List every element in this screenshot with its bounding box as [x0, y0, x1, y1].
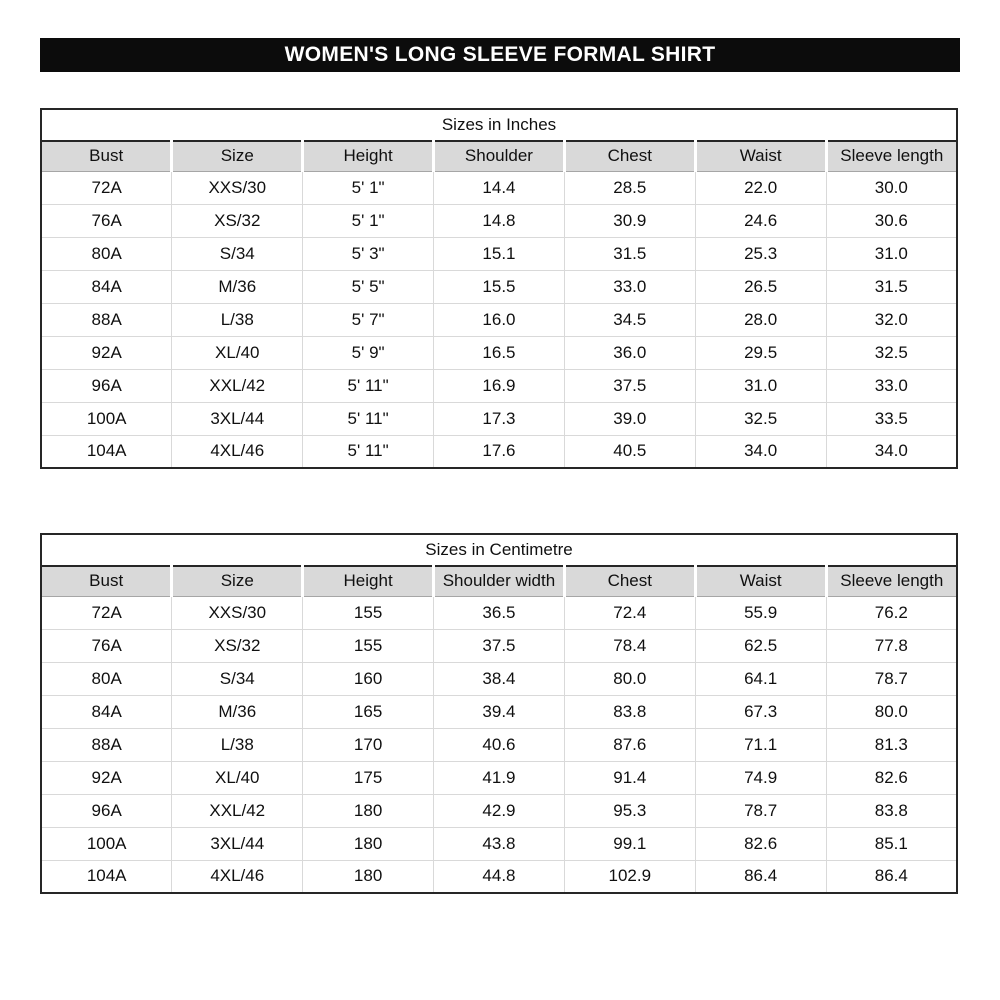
table-cell: 80.0	[826, 695, 957, 728]
table-cell: 92A	[41, 336, 172, 369]
column-header: Bust	[41, 566, 172, 596]
table-row	[41, 860, 957, 893]
table-cell: 160	[303, 662, 434, 695]
table-cell: 30.0	[826, 171, 957, 204]
table-cell: 155	[303, 596, 434, 629]
table-cell: 36.5	[434, 596, 565, 629]
table-cell: 32.5	[826, 336, 957, 369]
table-cell: 31.0	[695, 369, 826, 402]
table-cell: 180	[303, 827, 434, 860]
table-caption: Sizes in Centimetre	[41, 534, 957, 566]
column-header: Chest	[564, 566, 695, 596]
table-cell: 78.7	[695, 794, 826, 827]
table-cell: 31.5	[826, 270, 957, 303]
table-cell: 80.0	[564, 662, 695, 695]
table-cell: 34.0	[695, 435, 826, 468]
table-cell: 30.9	[564, 204, 695, 237]
table-row	[41, 596, 957, 629]
table-row	[41, 794, 957, 827]
table-cell: 16.5	[434, 336, 565, 369]
table-cell: 29.5	[695, 336, 826, 369]
column-header: Height	[303, 566, 434, 596]
table-cell: 72.4	[564, 596, 695, 629]
table-cell: M/36	[172, 695, 303, 728]
table-cell: 80A	[41, 237, 172, 270]
table-cell: S/34	[172, 662, 303, 695]
table-cell: 64.1	[695, 662, 826, 695]
table-cell: XXS/30	[172, 171, 303, 204]
table-cell: 92A	[41, 761, 172, 794]
table-cell: 76A	[41, 629, 172, 662]
table-cell: XL/40	[172, 336, 303, 369]
table-cell: XL/40	[172, 761, 303, 794]
table-cell: 5' 5"	[303, 270, 434, 303]
table-row	[41, 270, 957, 303]
table-cell: 33.0	[826, 369, 957, 402]
table-cell: 175	[303, 761, 434, 794]
table-cell: 15.1	[434, 237, 565, 270]
table-row	[41, 761, 957, 794]
table-cell: 31.0	[826, 237, 957, 270]
table-cell: 87.6	[564, 728, 695, 761]
table-cell: 34.5	[564, 303, 695, 336]
table-row	[41, 237, 957, 270]
table-cell: 36.0	[564, 336, 695, 369]
inches-table	[40, 108, 958, 469]
table-cell: 62.5	[695, 629, 826, 662]
table-cell: 102.9	[564, 860, 695, 893]
table-cell: 25.3	[695, 237, 826, 270]
table-cell: 96A	[41, 794, 172, 827]
table-cell: XXL/42	[172, 369, 303, 402]
table-cell: 88A	[41, 303, 172, 336]
table-cell: 67.3	[695, 695, 826, 728]
table-cell: 33.5	[826, 402, 957, 435]
table-cell: 100A	[41, 402, 172, 435]
table-cell: 55.9	[695, 596, 826, 629]
table-cell: 5' 11"	[303, 435, 434, 468]
column-header: Bust	[41, 141, 172, 171]
table-cell: 16.0	[434, 303, 565, 336]
table-row	[41, 369, 957, 402]
table-row	[41, 336, 957, 369]
table-cell: 30.6	[826, 204, 957, 237]
table-cell: 41.9	[434, 761, 565, 794]
table-cell: 16.9	[434, 369, 565, 402]
table-cell: XS/32	[172, 204, 303, 237]
table-cell: L/38	[172, 728, 303, 761]
table-cell: 170	[303, 728, 434, 761]
table-cell: 100A	[41, 827, 172, 860]
table-cell: 42.9	[434, 794, 565, 827]
table-cell: 4XL/46	[172, 435, 303, 468]
header-row	[41, 566, 957, 596]
table-cell: 14.8	[434, 204, 565, 237]
table-cell: 72A	[41, 596, 172, 629]
table-cell: 82.6	[826, 761, 957, 794]
table-row	[41, 303, 957, 336]
table-cell: L/38	[172, 303, 303, 336]
column-header: Waist	[695, 141, 826, 171]
table-cell: 22.0	[695, 171, 826, 204]
table-cell: 86.4	[826, 860, 957, 893]
table-cell: 34.0	[826, 435, 957, 468]
table-cell: 37.5	[434, 629, 565, 662]
table-row	[41, 728, 957, 761]
table-cell: 15.5	[434, 270, 565, 303]
table-cell: XXS/30	[172, 596, 303, 629]
table-cell: 84A	[41, 270, 172, 303]
table-cell: 95.3	[564, 794, 695, 827]
table-cell: 4XL/46	[172, 860, 303, 893]
table-cell: 3XL/44	[172, 827, 303, 860]
table-cell: 31.5	[564, 237, 695, 270]
table-cell: 28.0	[695, 303, 826, 336]
table-cell: 5' 7"	[303, 303, 434, 336]
table-cell: 86.4	[695, 860, 826, 893]
table-cell: 44.8	[434, 860, 565, 893]
page-title: WOMEN'S LONG SLEEVE FORMAL SHIRT	[40, 38, 960, 72]
table-cell: 180	[303, 860, 434, 893]
table-row	[41, 827, 957, 860]
table-cell: 85.1	[826, 827, 957, 860]
table-cell: 76.2	[826, 596, 957, 629]
table-cell: 71.1	[695, 728, 826, 761]
table-cell: XXL/42	[172, 794, 303, 827]
table-cell: 82.6	[695, 827, 826, 860]
table-cell: M/36	[172, 270, 303, 303]
table-cell: 80A	[41, 662, 172, 695]
table-caption: Sizes in Inches	[41, 109, 957, 141]
table-cell: 39.4	[434, 695, 565, 728]
table-cell: 81.3	[826, 728, 957, 761]
caption-row	[41, 534, 957, 566]
table-cell: 14.4	[434, 171, 565, 204]
table-cell: 32.0	[826, 303, 957, 336]
table-cell: 96A	[41, 369, 172, 402]
table-cell: 104A	[41, 860, 172, 893]
table-cell: 37.5	[564, 369, 695, 402]
table-cell: 43.8	[434, 827, 565, 860]
table-cell: S/34	[172, 237, 303, 270]
table-cell: 5' 1"	[303, 171, 434, 204]
table-cell: 78.4	[564, 629, 695, 662]
column-header: Size	[172, 566, 303, 596]
table-cell: 74.9	[695, 761, 826, 794]
table-cell: 5' 11"	[303, 402, 434, 435]
table-cell: 88A	[41, 728, 172, 761]
table-cell: 26.5	[695, 270, 826, 303]
table-cell: 78.7	[826, 662, 957, 695]
column-header: Waist	[695, 566, 826, 596]
table-cell: 38.4	[434, 662, 565, 695]
table-cell: 17.3	[434, 402, 565, 435]
table-cell: 5' 1"	[303, 204, 434, 237]
table-cell: 40.6	[434, 728, 565, 761]
table-row	[41, 435, 957, 468]
table-cell: 5' 3"	[303, 237, 434, 270]
table-cell: 28.5	[564, 171, 695, 204]
table-cell: 72A	[41, 171, 172, 204]
column-header: Sleeve length	[826, 141, 957, 171]
table-cell: 3XL/44	[172, 402, 303, 435]
column-header: Shoulder	[434, 141, 565, 171]
table-row	[41, 629, 957, 662]
table-cell: 84A	[41, 695, 172, 728]
table-cell: 33.0	[564, 270, 695, 303]
table-cell: 77.8	[826, 629, 957, 662]
table-cell: 76A	[41, 204, 172, 237]
table-row	[41, 402, 957, 435]
table-cell: 165	[303, 695, 434, 728]
table-row	[41, 662, 957, 695]
table-cell: 17.6	[434, 435, 565, 468]
column-header: Sleeve length	[826, 566, 957, 596]
caption-row	[41, 109, 957, 141]
table-row	[41, 695, 957, 728]
table-cell: 83.8	[826, 794, 957, 827]
header-row	[41, 141, 957, 171]
table-row	[41, 204, 957, 237]
column-header: Shoulder width	[434, 566, 565, 596]
table-cell: 83.8	[564, 695, 695, 728]
table-cell: 99.1	[564, 827, 695, 860]
table-cell: 91.4	[564, 761, 695, 794]
table-cell: 40.5	[564, 435, 695, 468]
table-cell: 5' 11"	[303, 369, 434, 402]
table-cell: XS/32	[172, 629, 303, 662]
table-cell: 155	[303, 629, 434, 662]
column-header: Chest	[564, 141, 695, 171]
table-cell: 104A	[41, 435, 172, 468]
table-cell: 32.5	[695, 402, 826, 435]
column-header: Height	[303, 141, 434, 171]
table-cell: 39.0	[564, 402, 695, 435]
table-row	[41, 171, 957, 204]
table-cell: 5' 9"	[303, 336, 434, 369]
cm-table	[40, 533, 958, 894]
table-cell: 180	[303, 794, 434, 827]
table-cell: 24.6	[695, 204, 826, 237]
column-header: Size	[172, 141, 303, 171]
